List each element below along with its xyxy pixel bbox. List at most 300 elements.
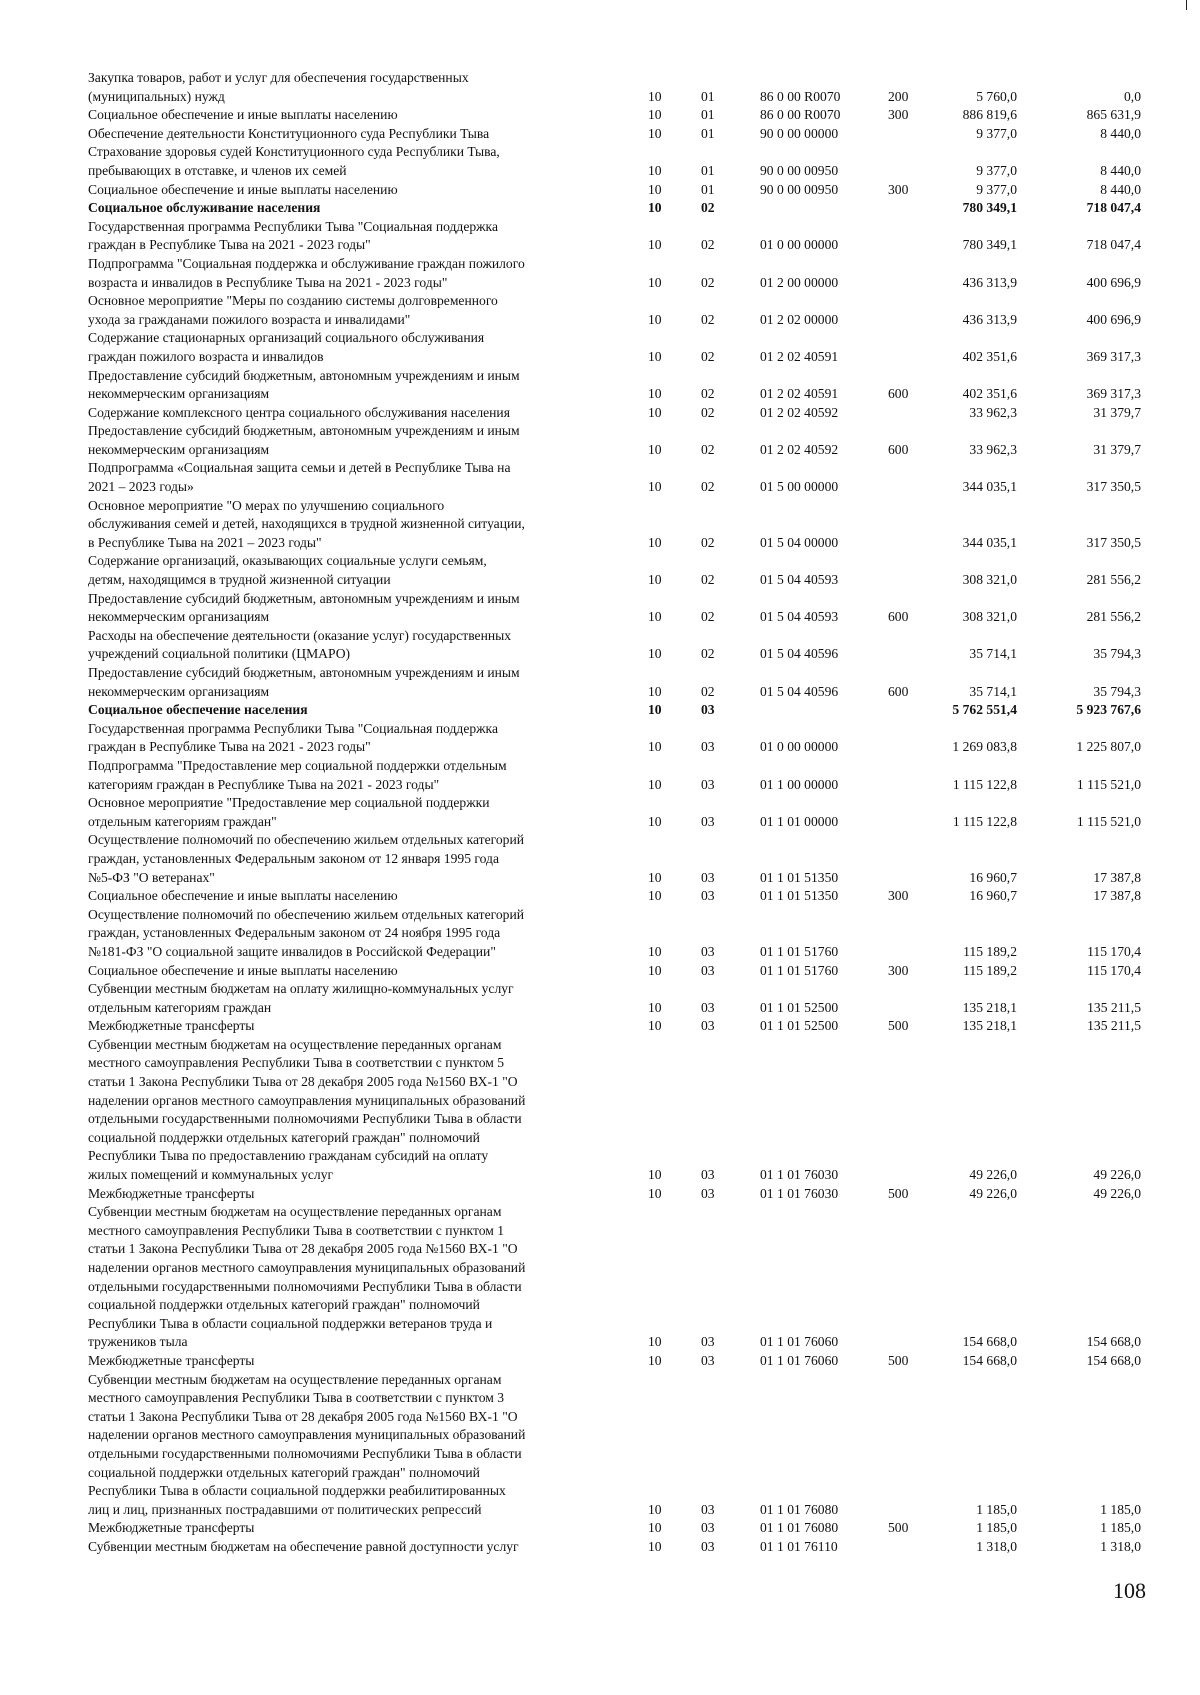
description-line: Субвенции местным бюджетам на обеспечение равной доступности услуг	[88, 1538, 519, 1554]
subsection-code: 02	[701, 237, 715, 253]
row-description	[88, 404, 636, 423]
subsection-code: 03	[701, 999, 715, 1015]
amount-year-2: 1 185,0	[1100, 1501, 1141, 1517]
table-row	[88, 367, 1148, 404]
expense-type-code: 600	[888, 683, 909, 699]
table-row	[88, 664, 1148, 701]
expense-type-code: 600	[888, 386, 909, 402]
amount-year-1: 1 185,0	[976, 1520, 1017, 1536]
amount-year-2: 154 668,0	[1086, 1334, 1141, 1350]
description-line: Обеспечение деятельности Конституционного суда Республики Тыва	[88, 125, 490, 141]
target-article-code: 01 1 01 76110	[760, 1538, 838, 1554]
description-line: Предоставление субсидий бюджетным, автономным учреждениям и иным	[88, 367, 520, 383]
subsection-code: 03	[701, 1185, 715, 1201]
row-description	[88, 1352, 636, 1371]
row-description	[88, 701, 636, 720]
amount-year-1: 1 269 083,8	[952, 739, 1017, 755]
section-code: 10	[648, 683, 662, 699]
amount-year-1: 5 760,0	[976, 88, 1017, 104]
description-line: граждан пожилого возраста и инвалидов	[88, 348, 324, 364]
amount-year-1: 115 189,2	[963, 962, 1017, 978]
amount-year-2: 1 225 807,0	[1076, 739, 1141, 755]
section-code: 10	[648, 1167, 662, 1183]
amount-year-1: 35 714,1	[969, 646, 1017, 662]
section-code: 10	[648, 348, 662, 364]
target-article-code: 01 2 02 40592	[760, 441, 839, 457]
description-line: наделении органов местного самоуправления муниципальных образований	[88, 1260, 526, 1275]
description-line: №181-ФЗ "О социальной защите инвалидов в Российской Федерации"	[88, 943, 496, 959]
description-line: Предоставление субсидий бюджетным, автономным учреждениям и иным	[88, 423, 520, 439]
subsection-code: 01	[701, 88, 715, 104]
subsection-code: 03	[701, 776, 715, 792]
section-code: 10	[648, 237, 662, 253]
description-line: наделении органов местного самоуправления муниципальных образований	[88, 1092, 526, 1108]
row-description	[88, 552, 636, 589]
table-row	[88, 1203, 1148, 1352]
description-line: отдельными государственными полномочиями Республики Тыва в области	[88, 1445, 522, 1461]
description-line: Субвенции местным бюджетам на осуществление переданных органам	[88, 1036, 502, 1052]
section-code: 10	[648, 1538, 662, 1554]
description-line: Основное мероприятие "Меры по созданию системы долговременного	[88, 293, 498, 309]
row-description	[88, 1371, 636, 1520]
table-row	[88, 329, 1148, 366]
row-description	[88, 69, 636, 106]
description-line: социальной поддержки отдельных категорий граждан" полномочий	[88, 1129, 480, 1145]
table-row	[88, 1371, 1148, 1520]
amount-year-2: 8 440,0	[1100, 181, 1141, 197]
table-row	[88, 1519, 1148, 1538]
section-code: 10	[648, 962, 662, 978]
row-description	[88, 106, 636, 125]
amount-year-2: 1 115 521,0	[1076, 776, 1141, 792]
row-description	[88, 181, 636, 200]
target-article-code: 01 1 01 51760	[760, 943, 839, 959]
target-article-code: 01 2 02 40591	[760, 348, 839, 364]
description-line: возраста и инвалидов в Республике Тыва на 2021 - 2023 годы"	[88, 274, 448, 290]
section-code: 10	[648, 125, 662, 141]
description-line: граждан, установленных Федеральным законом от 12 января 1995 года	[88, 850, 499, 866]
amount-year-2: 0,0	[1124, 88, 1141, 104]
row-description	[88, 143, 636, 180]
description-line: статьи 1 Закона Республики Тыва от 28 декабря 2005 года №1560 ВХ-1 "О	[88, 1074, 518, 1090]
target-article-code: 01 1 01 52500	[760, 999, 839, 1015]
amount-year-1: 1 115 122,8	[952, 776, 1017, 792]
table-row	[88, 906, 1148, 962]
amount-year-2: 35 794,3	[1093, 683, 1141, 699]
subsection-code: 02	[701, 479, 715, 495]
section-code: 10	[648, 999, 662, 1015]
amount-year-1: 886 819,6	[962, 107, 1017, 123]
row-description	[88, 199, 636, 218]
table-row	[88, 794, 1148, 831]
row-description	[88, 720, 636, 757]
section-code: 10	[648, 107, 662, 123]
description-line: жилых помещений и коммунальных услуг	[88, 1167, 334, 1183]
description-line: Осуществление полномочий по обеспечению жильем отдельных категорий	[88, 906, 525, 922]
subsection-code: 03	[701, 962, 715, 978]
subsection-code: 03	[701, 1167, 715, 1183]
row-description	[88, 831, 636, 887]
table-row	[88, 552, 1148, 589]
description-line: Государственная программа Республики Тыва "Социальная поддержка	[88, 218, 498, 234]
target-article-code: 01 1 01 76060	[760, 1334, 839, 1350]
expense-type-code: 600	[888, 441, 909, 457]
subsection-code: 02	[701, 609, 715, 625]
target-article-code: 01 1 01 76060	[760, 1352, 839, 1368]
section-code: 10	[648, 1334, 662, 1350]
description-line: некоммерческим организациям	[88, 609, 270, 625]
subsection-code: 03	[701, 813, 715, 829]
subsection-code: 03	[701, 1501, 715, 1517]
amount-year-1: 402 351,6	[962, 348, 1017, 364]
table-row	[88, 181, 1148, 200]
table-row	[88, 125, 1148, 144]
table-row	[88, 404, 1148, 423]
amount-year-2: 49 226,0	[1093, 1185, 1141, 1201]
amount-year-2: 115 170,4	[1087, 962, 1141, 978]
description-line: Основное мероприятие "Предоставление мер социальной поддержки	[88, 795, 490, 811]
amount-year-2: 400 696,9	[1086, 274, 1141, 290]
subsection-code: 03	[701, 702, 715, 718]
amount-year-1: 9 377,0	[976, 181, 1017, 197]
amount-year-2: 718 047,4	[1086, 237, 1141, 253]
row-description	[88, 422, 636, 459]
amount-year-2: 317 350,5	[1086, 534, 1141, 550]
amount-year-1: 1 185,0	[976, 1501, 1017, 1517]
description-line: Закупка товаров, работ и услуг для обеспечения государственных	[88, 70, 469, 85]
amount-year-2: 1 115 521,0	[1076, 813, 1141, 829]
table-row	[88, 1017, 1148, 1036]
description-line: Социальное обеспечение и иные выплаты населению	[88, 181, 398, 197]
target-article-code: 01 5 00 00000	[760, 479, 839, 495]
amount-year-1: 33 962,3	[969, 441, 1017, 457]
description-line: обслуживания семей и детей, находящихся в трудной жизненной ситуации,	[88, 516, 525, 532]
section-code: 10	[648, 646, 662, 662]
section-code: 10	[648, 813, 662, 829]
table-row	[88, 422, 1148, 459]
description-line: ухода за гражданами пожилого возраста и инвалидами"	[88, 311, 411, 327]
table-row	[88, 757, 1148, 794]
subsection-code: 03	[701, 1018, 715, 1034]
target-article-code: 01 0 00 00000	[760, 739, 839, 755]
description-line: Подпрограмма «Социальная защита семьи и детей в Республике Тыва на	[88, 460, 511, 476]
description-line: социальной поддержки отдельных категорий граждан" полномочий	[88, 1297, 480, 1313]
description-line: Основное мероприятие "О мерах по улучшению социального	[88, 497, 445, 513]
amount-year-2: 17 387,8	[1093, 888, 1141, 904]
row-description	[88, 218, 636, 255]
target-article-code: 01 1 01 76030	[760, 1167, 839, 1183]
section-code: 10	[648, 479, 662, 495]
table-row	[88, 292, 1148, 329]
target-article-code: 01 1 01 76080	[760, 1520, 839, 1536]
target-article-code: 01 1 01 51350	[760, 869, 839, 885]
subsection-code: 03	[701, 1334, 715, 1350]
amount-year-1: 9 377,0	[976, 125, 1017, 141]
description-line: статьи 1 Закона Республики Тыва от 28 декабря 2005 года №1560 ВХ-1 "О	[88, 1241, 518, 1257]
description-line: пребывающих в отставке, и членов их семей	[88, 162, 347, 178]
expense-type-code: 300	[888, 181, 909, 197]
description-line: Социальное обслуживание населения	[88, 200, 321, 216]
description-line: наделении органов местного самоуправления муниципальных образований	[88, 1427, 526, 1443]
amount-year-1: 436 313,9	[962, 311, 1017, 327]
row-description	[88, 255, 636, 292]
amount-year-1: 135 218,1	[962, 1018, 1017, 1034]
expense-type-code: 300	[888, 888, 909, 904]
description-line: отдельными государственными полномочиями Республики Тыва в области	[88, 1111, 522, 1127]
table-row	[88, 143, 1148, 180]
subsection-code: 02	[701, 646, 715, 662]
expense-type-code: 500	[888, 1352, 909, 1368]
target-article-code: 90 0 00 00000	[760, 125, 839, 141]
target-article-code: 86 0 00 R0070	[760, 88, 841, 104]
section-code: 10	[648, 1352, 662, 1368]
amount-year-2: 35 794,3	[1093, 646, 1141, 662]
table-row	[88, 218, 1148, 255]
target-article-code: 01 1 01 76080	[760, 1501, 839, 1517]
expense-type-code: 500	[888, 1018, 909, 1034]
description-line: местного самоуправления Республики Тыва в соответствии с пунктом 1	[88, 1222, 505, 1238]
section-code: 10	[648, 609, 662, 625]
description-line: Республики Тыва в области социальной поддержки ветеранов труда и	[88, 1315, 493, 1331]
amount-year-2: 1 318,0	[1100, 1538, 1141, 1554]
description-line: Страхование здоровья судей Конституционного суда Республики Тыва,	[88, 144, 500, 160]
amount-year-2: 49 226,0	[1093, 1167, 1141, 1183]
expense-type-code: 300	[888, 962, 909, 978]
table-row	[88, 962, 1148, 981]
section-code: 10	[648, 1018, 662, 1034]
section-code: 10	[648, 311, 662, 327]
table-row	[88, 887, 1148, 906]
description-line: (муниципальных) нужд	[88, 88, 225, 104]
section-code: 10	[648, 869, 662, 885]
row-description	[88, 794, 636, 831]
description-line: некоммерческим организациям	[88, 386, 270, 402]
subsection-code: 02	[701, 386, 715, 402]
amount-year-1: 1 115 122,8	[952, 813, 1017, 829]
section-code: 10	[648, 1520, 662, 1536]
description-line: Межбюджетные трансферты	[88, 1520, 255, 1536]
row-description	[88, 367, 636, 404]
amount-year-2: 5 923 767,6	[1076, 702, 1141, 718]
expense-type-code: 600	[888, 609, 909, 625]
description-line: Содержание стационарных организаций социального обслуживания	[88, 330, 485, 346]
amount-year-2: 115 170,4	[1087, 943, 1141, 959]
amount-year-2: 135 211,5	[1087, 999, 1141, 1015]
expense-type-code: 500	[888, 1520, 909, 1536]
table-row	[88, 627, 1148, 664]
table-row	[88, 1036, 1148, 1185]
expense-type-code: 200	[888, 88, 909, 104]
section-code: 10	[648, 162, 662, 178]
amount-year-1: 9 377,0	[976, 162, 1017, 178]
amount-year-2: 17 387,8	[1093, 869, 1141, 885]
table-row	[88, 980, 1148, 1017]
target-article-code: 01 1 01 76030	[760, 1185, 839, 1201]
row-description	[88, 1185, 636, 1204]
subsection-code: 01	[701, 107, 715, 123]
description-line: граждан в Республике Тыва на 2021 - 2023 годы"	[88, 237, 371, 253]
amount-year-2: 281 556,2	[1086, 572, 1141, 588]
section-code: 10	[648, 274, 662, 290]
section-code: 10	[648, 702, 662, 718]
amount-year-2: 31 379,7	[1093, 404, 1141, 420]
description-line: в Республике Тыва на 2021 – 2023 годы"	[88, 534, 322, 550]
subsection-code: 02	[701, 311, 715, 327]
description-line: статьи 1 Закона Республики Тыва от 28 декабря 2005 года №1560 ВХ-1 "О	[88, 1408, 518, 1424]
amount-year-1: 5 762 551,4	[952, 702, 1017, 718]
description-line: некоммерческим организациям	[88, 441, 270, 457]
row-description	[88, 887, 636, 906]
row-description	[88, 627, 636, 664]
amount-year-1: 436 313,9	[962, 274, 1017, 290]
description-line: Предоставление субсидий бюджетным, автономным учреждениям и иным	[88, 665, 520, 680]
section-code: 10	[648, 534, 662, 550]
subsection-code: 03	[701, 1520, 715, 1536]
subsection-code: 01	[701, 125, 715, 141]
description-line: учреждений социальной политики (ЦМАРО)	[88, 646, 351, 662]
row-description	[88, 1203, 636, 1352]
target-article-code: 01 5 04 00000	[760, 534, 839, 550]
section-code: 10	[648, 739, 662, 755]
amount-year-1: 16 960,7	[969, 888, 1017, 904]
row-description	[88, 1538, 636, 1557]
description-line: Государственная программа Республики Тыва "Социальная поддержка	[88, 720, 498, 736]
amount-year-2: 281 556,2	[1086, 609, 1141, 625]
table-row	[88, 1352, 1148, 1371]
subsection-code: 03	[701, 869, 715, 885]
amount-year-2: 400 696,9	[1086, 311, 1141, 327]
section-code: 10	[648, 943, 662, 959]
table-row	[88, 69, 1148, 106]
section-code: 10	[648, 888, 662, 904]
scan-corner-mark	[1186, 0, 1191, 10]
amount-year-1: 1 318,0	[976, 1538, 1017, 1554]
table-row	[88, 720, 1148, 757]
amount-year-1: 115 189,2	[963, 943, 1017, 959]
description-line: Содержание организаций, оказывающих социальные услуги семьям,	[88, 553, 487, 569]
row-description	[88, 292, 636, 329]
row-description	[88, 125, 636, 144]
amount-year-2: 1 185,0	[1100, 1520, 1141, 1536]
target-article-code: 01 1 01 00000	[760, 813, 839, 829]
amount-year-1: 154 668,0	[962, 1352, 1017, 1368]
amount-year-1: 344 035,1	[962, 534, 1017, 550]
amount-year-2: 369 317,3	[1086, 386, 1141, 402]
target-article-code: 01 1 00 00000	[760, 776, 839, 792]
amount-year-1: 780 349,1	[962, 237, 1017, 253]
description-line: Социальное обеспечение и иные выплаты населению	[88, 888, 398, 904]
description-line: отдельными государственными полномочиями Республики Тыва в области	[88, 1278, 522, 1294]
description-line: Субвенции местным бюджетам на оплату жилищно-коммунальных услуг	[88, 981, 514, 997]
amount-year-1: 33 962,3	[969, 404, 1017, 420]
description-line: Межбюджетные трансферты	[88, 1185, 255, 1201]
section-code: 10	[648, 1501, 662, 1517]
table-row	[88, 1185, 1148, 1204]
table-row	[88, 701, 1148, 720]
amount-year-1: 154 668,0	[962, 1334, 1017, 1350]
target-article-code: 01 5 04 40593	[760, 609, 839, 625]
target-article-code: 01 2 02 40592	[760, 404, 839, 420]
amount-year-2: 8 440,0	[1100, 125, 1141, 141]
amount-year-1: 344 035,1	[962, 479, 1017, 495]
amount-year-2: 135 211,5	[1087, 1018, 1141, 1034]
description-line: граждан, установленных Федеральным законом от 24 ноября 1995 года	[88, 925, 501, 941]
subsection-code: 03	[701, 943, 715, 959]
section-code: 10	[648, 386, 662, 402]
expense-type-code: 500	[888, 1185, 909, 1201]
table-row	[88, 497, 1148, 553]
row-description	[88, 497, 636, 553]
row-description	[88, 1017, 636, 1036]
description-line: тружеников тыла	[88, 1334, 188, 1350]
amount-year-2: 369 317,3	[1086, 348, 1141, 364]
amount-year-1: 780 349,1	[962, 200, 1017, 216]
description-line: детям, находящимся в трудной жизненной ситуации	[88, 572, 391, 588]
description-line: Расходы на обеспечение деятельности (оказание услуг) государственных	[88, 627, 512, 643]
target-article-code: 01 2 00 00000	[760, 274, 839, 290]
subsection-code: 02	[701, 200, 715, 216]
subsection-code: 01	[701, 162, 715, 178]
section-code: 10	[648, 404, 662, 420]
target-article-code: 01 1 01 51760	[760, 962, 839, 978]
subsection-code: 03	[701, 888, 715, 904]
table-row	[88, 106, 1148, 125]
row-description	[88, 459, 636, 496]
amount-year-1: 308 321,0	[962, 572, 1017, 588]
subsection-code: 02	[701, 348, 715, 364]
description-line: Республики Тыва в области социальной поддержки реабилитированных	[88, 1483, 506, 1499]
description-line: Социальное обеспечение и иные выплаты населению	[88, 107, 398, 123]
amount-year-2: 31 379,7	[1093, 441, 1141, 457]
description-line: отдельным категориям граждан	[88, 999, 272, 1015]
target-article-code: 90 0 00 00950	[760, 162, 839, 178]
description-line: некоммерческим организациям	[88, 683, 270, 699]
description-line: Подпрограмма "Предоставление мер социальной поддержки отдельным	[88, 757, 507, 773]
description-line: Предоставление субсидий бюджетным, автономным учреждениям и иным	[88, 590, 520, 606]
section-code: 10	[648, 200, 662, 216]
description-line: 2021 – 2023 годы»	[88, 479, 194, 495]
subsection-code: 02	[701, 441, 715, 457]
amount-year-1: 49 226,0	[969, 1167, 1017, 1183]
description-line: лиц и лиц, признанных пострадавшими от политических репрессий	[88, 1501, 482, 1517]
target-article-code: 01 5 04 40593	[760, 572, 839, 588]
description-line: Субвенции местным бюджетам на осуществление переданных органам	[88, 1371, 502, 1387]
row-description	[88, 1519, 636, 1538]
budget-table	[88, 69, 1148, 1557]
section-code: 10	[648, 572, 662, 588]
target-article-code: 01 2 02 40591	[760, 386, 839, 402]
description-line: Социальное обеспечение и иные выплаты населению	[88, 962, 398, 978]
target-article-code: 01 2 02 00000	[760, 311, 839, 327]
row-description	[88, 906, 636, 962]
row-description	[88, 329, 636, 366]
description-line: №5-ФЗ "О ветеранах"	[88, 869, 215, 885]
section-code: 10	[648, 181, 662, 197]
table-row	[88, 1538, 1148, 1557]
target-article-code: 86 0 00 R0070	[760, 107, 841, 123]
row-description	[88, 664, 636, 701]
amount-year-1: 49 226,0	[969, 1185, 1017, 1201]
subsection-code: 03	[701, 1352, 715, 1368]
subsection-code: 02	[701, 274, 715, 290]
description-line: Подпрограмма "Социальная поддержка и обслуживание граждан пожилого	[88, 255, 525, 271]
target-article-code: 01 0 00 00000	[760, 237, 839, 253]
amount-year-1: 135 218,1	[962, 999, 1017, 1015]
description-line: Субвенции местным бюджетам на осуществление переданных органам	[88, 1204, 502, 1220]
amount-year-2: 718 047,4	[1086, 200, 1141, 216]
amount-year-1: 402 351,6	[962, 386, 1017, 402]
subsection-code: 02	[701, 534, 715, 550]
